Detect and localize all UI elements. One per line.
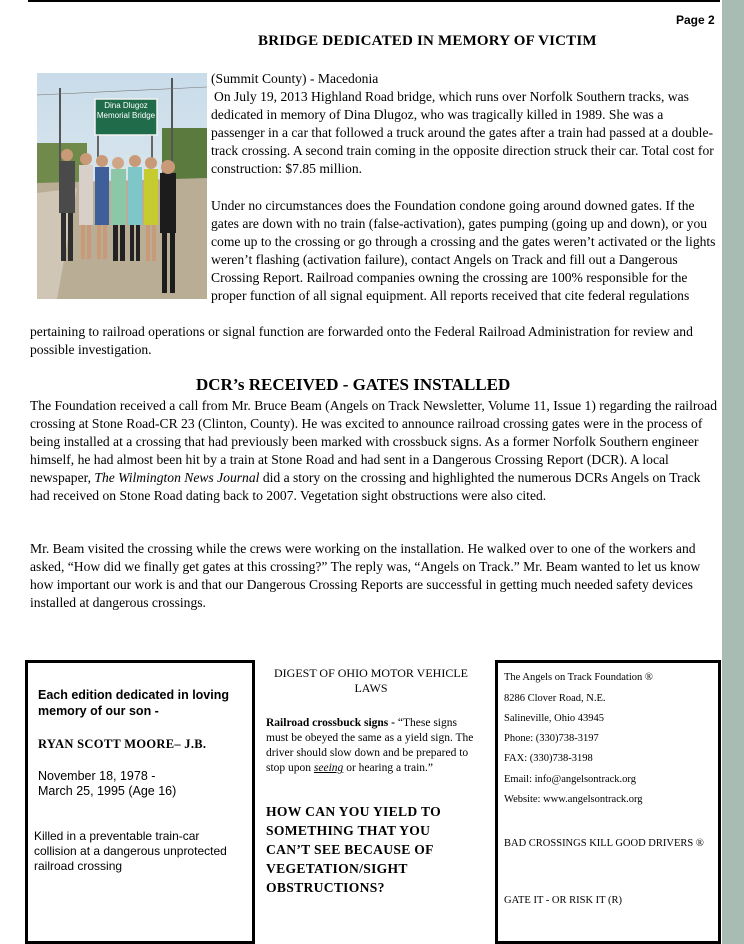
article2-title: DCR’s RECEIVED - GATES INSTALLED — [196, 375, 511, 394]
contact-address2: Salineville, Ohio 43945 — [504, 713, 605, 724]
memorial-note: Killed in a preventable train-car collision at a dangerous unprotected railroad crossing — [34, 829, 227, 873]
article2-para2: Mr. Beam visited the crossing while the crews were working on the installation. He walked over to one of the workers and asked, “How did we finally get gates at this crossing?” The reply was, “Angels on Track.” Mr. Beam wanted to let us know how important our work is and that our Dangerous Crossing Reports are successful in getting much needed safety devices installed at dangerous crossings. — [30, 541, 701, 610]
contact-address1: 8286 Clover Road, N.E. — [504, 693, 606, 704]
article1-para2: Under no circumstances does the Foundation condone going around downed gates. If the gates are down with no train (false-activation), gates pumping (going up and down), or you come up to the crossing or go through a crossing and the gates weren’t activated or the lights weren’t flashing (activation failure), contact Angels on Track and fill out a Dangerous Crossing Report. Railroad companies owning the crossing are 100% responsible for the proper function of all signal equipment. All reports received that cite federal regulations — [211, 198, 716, 303]
memorial-bridge-photo — [37, 73, 207, 299]
digest-question: HOW CAN YOU YIELD TO SOMETHING THAT YOU CAN’T SEE BECAUSE OF VEGETATION/SIGHT OBSTRUCTIONS? — [266, 804, 441, 895]
article2-para1-a: The Foundation received a call from Mr. Bruce Beam (Angels on Track Newsletter, Volume 11, Issue 1) regarding the railroad crossing at Stone Road-CR 23 (Clinton, County). He was excited to announce railroad crossing gates were in the process of being installed at a crossing that had previously been marked with crossbuck signs. As a former Norfolk Southern engineer himself, he had almost been hit by a train at Stone Road and had sent in a Dangerous Crossing Report (DCR). A local newspaper, — [30, 398, 718, 485]
digest-law-underlined: seeing — [313, 762, 344, 774]
contact-website[interactable]: Website: www.angelsontrack.org — [504, 794, 643, 805]
photo-sign-text: Dina Dlugoz Memorial Bridge — [96, 101, 156, 120]
memorial-name: RYAN SCOTT MOORE– J.B. — [38, 737, 207, 751]
digest-law-text-b: or hearing a train.” — [343, 762, 434, 774]
digest-law-label: Railroad crossbuck signs — [266, 717, 389, 729]
memorial-heading: Each edition dedicated in loving memory of our son - — [38, 688, 229, 718]
article2-para1 — [30, 397, 720, 505]
contact-fax: FAX: (330)738-3198 — [504, 753, 593, 764]
contact-phone: Phone: (330)738-3197 — [504, 733, 599, 744]
memorial-dates-line1: November 18, 1978 - — [38, 769, 156, 783]
article1-title: BRIDGE DEDICATED IN MEMORY OF VICTIM — [258, 33, 597, 49]
article1-dateline: (Summit County) - Macedonia — [211, 71, 379, 86]
article1-para1: On July 19, 2013 Highland Road bridge, which runs over Norfolk Southern tracks, was dedicated in memory of Dina Dlugoz, who was tragically killed in 1989. She was a passenger in a car that followed a truck around the gates after a train had passed at a double-track crossing. A second train coming in the opposite direction struck their car. Total cost for construction: $7.85 million. — [211, 89, 714, 176]
memorial-box — [25, 660, 255, 944]
contact-box — [495, 660, 721, 944]
digest-law-text-a: “These signs must be obeyed the same as a yield sign. The driver should slow down and be prepared to stop upon — [266, 717, 474, 774]
contact-slogan1: BAD CROSSINGS KILL GOOD DRIVERS ® — [504, 838, 704, 849]
article1-para2-continued: pertaining to railroad operations or signal function are forwarded onto the Federal Railroad Administration for review and possible investigation. — [30, 324, 693, 357]
contact-slogan2: GATE IT - OR RISK IT (R) — [504, 895, 623, 906]
article1-intro — [211, 70, 716, 178]
digest-law-separator: - — [388, 717, 398, 729]
page-side-bar — [722, 0, 744, 944]
digest-title: DIGEST OF OHIO MOTOR VEHICLE LAWS — [273, 666, 468, 695]
digest-column — [266, 666, 476, 897]
top-rule — [28, 0, 720, 2]
digest-law — [266, 716, 476, 776]
newspaper-name: The Wilmington News Journal — [94, 470, 260, 485]
memorial-dates-line2: March 25, 1995 (Age 16) — [38, 784, 177, 798]
contact-email[interactable]: Email: info@angelsontrack.org — [504, 774, 636, 785]
article2-para1-b: did a story on the crossing and highlighted the numerous DCRs Angels on Track had received on Stone Road dating back to 2007. Vegetation sight obstructions were also cited. — [30, 470, 701, 503]
contact-org: The Angels on Track Foundation ® — [504, 672, 653, 683]
page-number: Page 2 — [676, 13, 715, 27]
photo-illustration — [37, 73, 207, 299]
